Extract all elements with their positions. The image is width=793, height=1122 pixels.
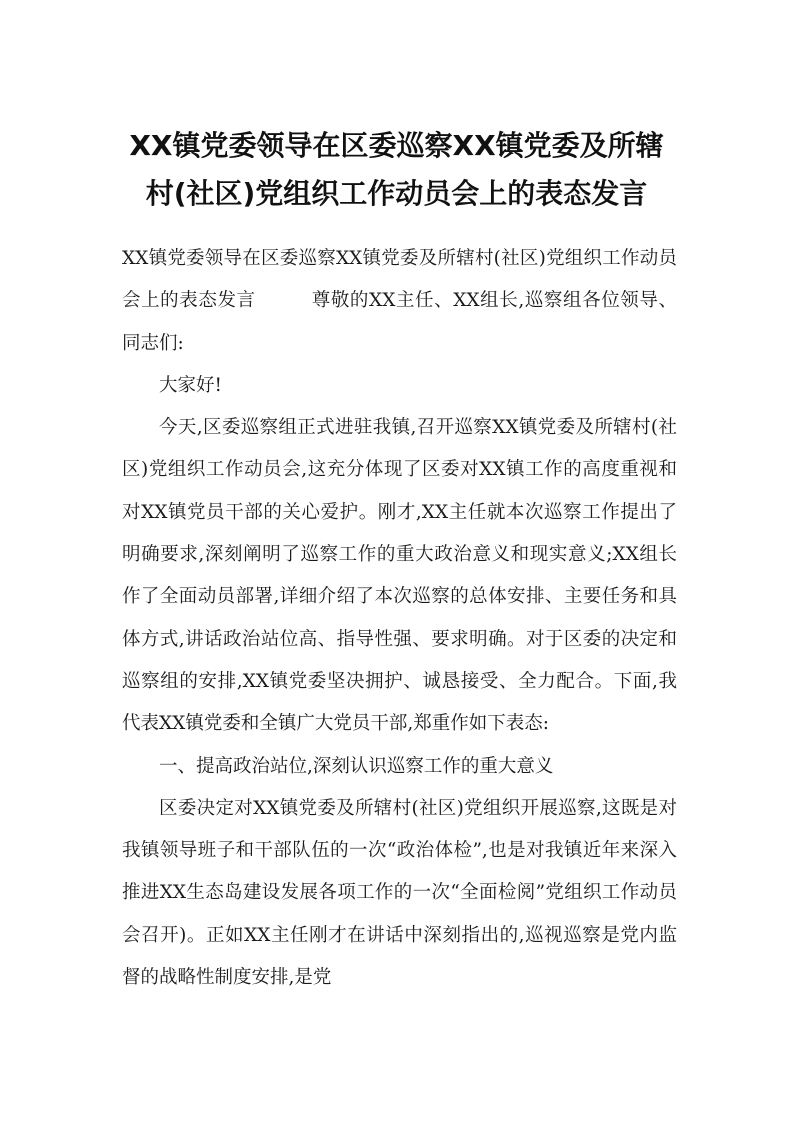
title-line-1: XX镇党委领导在区委巡察XX镇党委及所辖: [129, 129, 664, 162]
greeting: 大家好!: [159, 374, 222, 396]
intro-paragraph: [122, 238, 677, 365]
document-body: [122, 238, 677, 999]
salutation: 尊敬的XX主任、XX组长,巡察组各位领导、同志们:: [122, 290, 677, 354]
intro-title: XX镇党委领导在区委巡察XX镇党委及所辖村(社区)党组织工作动员会上的表态发言: [122, 248, 677, 312]
document-title: [100, 122, 693, 218]
title-line-2: 村(社区)党组织工作动员会上的表态发言: [145, 177, 648, 210]
paragraph-2: 区委决定对XX镇党委及所辖村(社区)党组织开展巡察,这既是对我镇领导班子和干部队伍的一次“政治体检”,也是对我镇近年来深入推进XX生态岛建设发展各项工作的一次“全面检阅”党组织工作动员会召开)。正如XX主任刚才在讲话中深刻指出的,巡视巡察是党内监督的战略性制度安排,是党: [122, 797, 677, 989]
paragraph-1: 今天,区委巡察组正式进驻我镇,召开巡察XX镇党委及所辖村(社区)党组织工作动员会,这充分体现了区委对XX镇工作的高度重视和对XX镇党员干部的关心爱护。刚才,XX主任就本次巡察工作提出了明确要求,深刻阐明了巡察工作的重大政治意义和现实意义;XX组长作了全面动员部署,详细介绍了本次巡察的总体安排、主要任务和具体方式,讲话政治站位高、指导性强、要求明确。对于区委的决定和巡察组的安排,XX镇党委坚决拥护、诚恳接受、全力配合。下面,我代表XX镇党委和全镇广大党员干部,郑重作如下表态:: [122, 417, 677, 735]
section-heading-1: 一、提高政治站位,深刻认识巡察工作的重大意义: [159, 755, 554, 777]
